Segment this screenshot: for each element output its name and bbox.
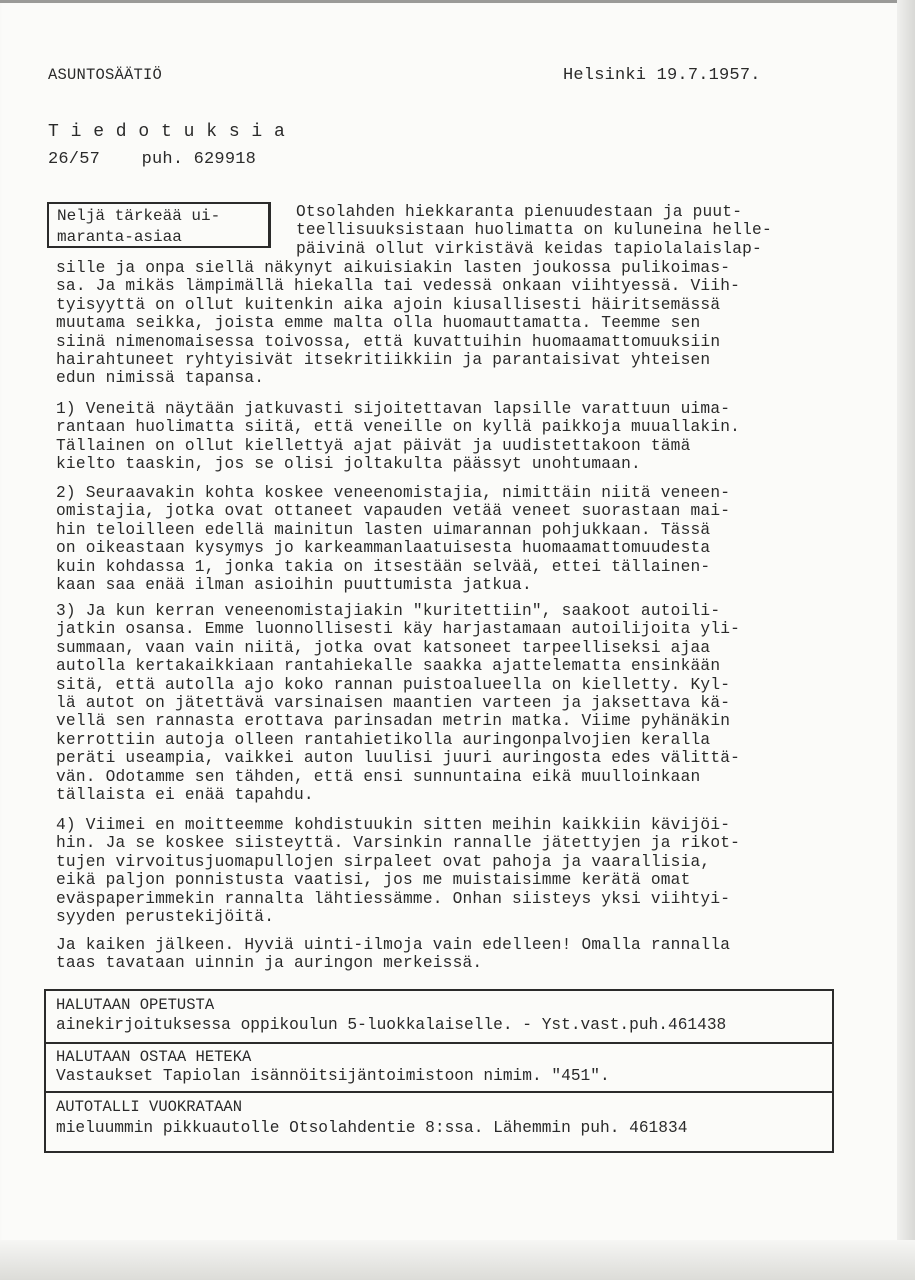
paragraph-2: 2) Seuraavakin kohta koskee veneenomistajia, nimittäin niitä veneen- omistajia, jotka ovat ottaneet vapauden vetää veneet suorastaan mai- hin teloilleen edellä mainitun lasten uimarannan pohjukkaan. Tässä on oikeastaan kysymys jo karkeammanlaatuisesta huomaamattomuudesta kuin kohdassa 1, jonka takia on itsestään selvää, ettei tällainen- kaan saa enää ilman asioihin puuttumista jatkua. bbox=[56, 484, 731, 595]
closing-text: Ja kaiken jälkeen. Hyviä uinti-ilmoja vain edelleen! Omalla rannalla taas tavataan uinnin ja auringon merkeissä. bbox=[56, 936, 731, 973]
paragraph-4: 4) Viimei en moitteemme kohdistuukin sitten meihin kaikkiin kävijöi- hin. Ja se koskee siisteyttä. Varsinkin rannalle jätettyjen ja rikot- tujen virvoitusjuomapullojen sirpaleet ovat pahoja ja vaarallisia, eikä paljon ponnistusta vaatisi, jos me muistaisimme kerätä omat eväspaperimmekin rannalta lähtiessämme. Onhan siisteys yksi viihtyi- syyden perustekijöitä. bbox=[56, 816, 741, 927]
boxed-heading-line-2: maranta-asiaa bbox=[57, 228, 182, 246]
reference-number: 26/57 puh. 629918 bbox=[48, 150, 257, 169]
classified-ad bbox=[46, 1044, 832, 1093]
ad-body: mieluummin pikkuautolle Otsolahdentie 8:ssa. Lähemmin puh. 461834 bbox=[56, 1119, 688, 1137]
page-right-edge bbox=[897, 0, 915, 1280]
classified-ad bbox=[46, 991, 832, 1044]
ad-heading: HALUTAAN OSTAA HETEKA bbox=[56, 1048, 252, 1066]
boxed-heading-line-1: Neljä tärkeää ui- bbox=[57, 207, 221, 225]
classified-ads bbox=[44, 989, 834, 1153]
boxed-heading bbox=[47, 202, 271, 248]
place-date: Helsinki 19.7.1957. bbox=[563, 66, 761, 85]
classified-ad bbox=[46, 1093, 832, 1151]
page-bottom-edge bbox=[0, 1240, 915, 1280]
intro-text: sille ja onpa siellä näkynyt aikuisiakin lasten joukossa pulikoimas- sa. Ja mikäs lämpimällä hiekalla tai vedessä onkaan viihtyessä. Viih- tyisyyttä on ollut kuitenkin aika ajoin kiusallisesti häiritsemässä muutama seikka, joista emme malta olla huomauttamatta. Teemme sen siinä nimenomaisessa toivossa, että kuvattuihin huomaamattomuuksiin hairahtuneet ryhtyisivät itsekritiikkiin ja parantaisivat yhteisen edun nimissä tapansa. bbox=[56, 259, 741, 388]
intro-text-beside-heading: Otsolahden hiekkaranta pienuudestaan ja puut- teellisuuksistaan huolimatta on kuluneina helle- päivinä ollut virkistävä keidas tapiolalaislap- bbox=[296, 203, 772, 258]
ad-heading: AUTOTALLI VUOKRATAAN bbox=[56, 1098, 243, 1116]
paragraph-1: 1) Veneitä näytään jatkuvasti sijoitettavan lapsille varattuun uima- rantaan huolimatta siitä, että veneille on kyllä paikkoja muuallakin. Tällainen on ollut kiellettyä ajat päivät ja uudistettakoon tämä kielto taaskin, jos se olisi joltakulta päässyt unohtumaan. bbox=[56, 400, 741, 474]
ad-heading: HALUTAAN OPETUSTA bbox=[56, 996, 215, 1014]
page-top-edge bbox=[0, 0, 900, 3]
ad-body: ainekirjoituksessa oppikoulun 5-luokkalaiselle. - Yst.vast.puh.461438 bbox=[56, 1016, 727, 1034]
ad-body: Vastaukset Tapiolan isännöitsijäntoimistoon nimim. "451". bbox=[56, 1067, 610, 1085]
document-title: T i e d o t u k s i a bbox=[48, 122, 286, 142]
organization-name: ASUNTOSÄÄTIÖ bbox=[48, 66, 163, 84]
paragraph-3: 3) Ja kun kerran veneenomistajiakin "kuritettiin", saakoot autoili- jatkin osansa. Emme luonnollisesti käy harjastamaan autoilijoita yli- summaan, vaan vain niitä, jotka ovat katsoneet tarpeelliseksi ajaa autolla kertakaikkiaan rantahiekalle saakka ajattelematta ensinkään sitä, että autolla ajo koko rannan puistoalueella on kielletty. Kyl- lä autot on jätettävä varsinaisen maantien varteen ja jaksettava kä- vellä sen rannasta erottava parinsadan metrin matka. Viime pyhänäkin kerrottiin autoja olleen rantahietikolla auringonpalvojien keralla peräti useampia, vaikkei auton luulisi juuri auringosta edes välittä- vän. Odotamme sen tähden, että ensi sunnuntaina eikä muulloinkaan tällaista ei enää tapahdu. bbox=[56, 602, 741, 805]
